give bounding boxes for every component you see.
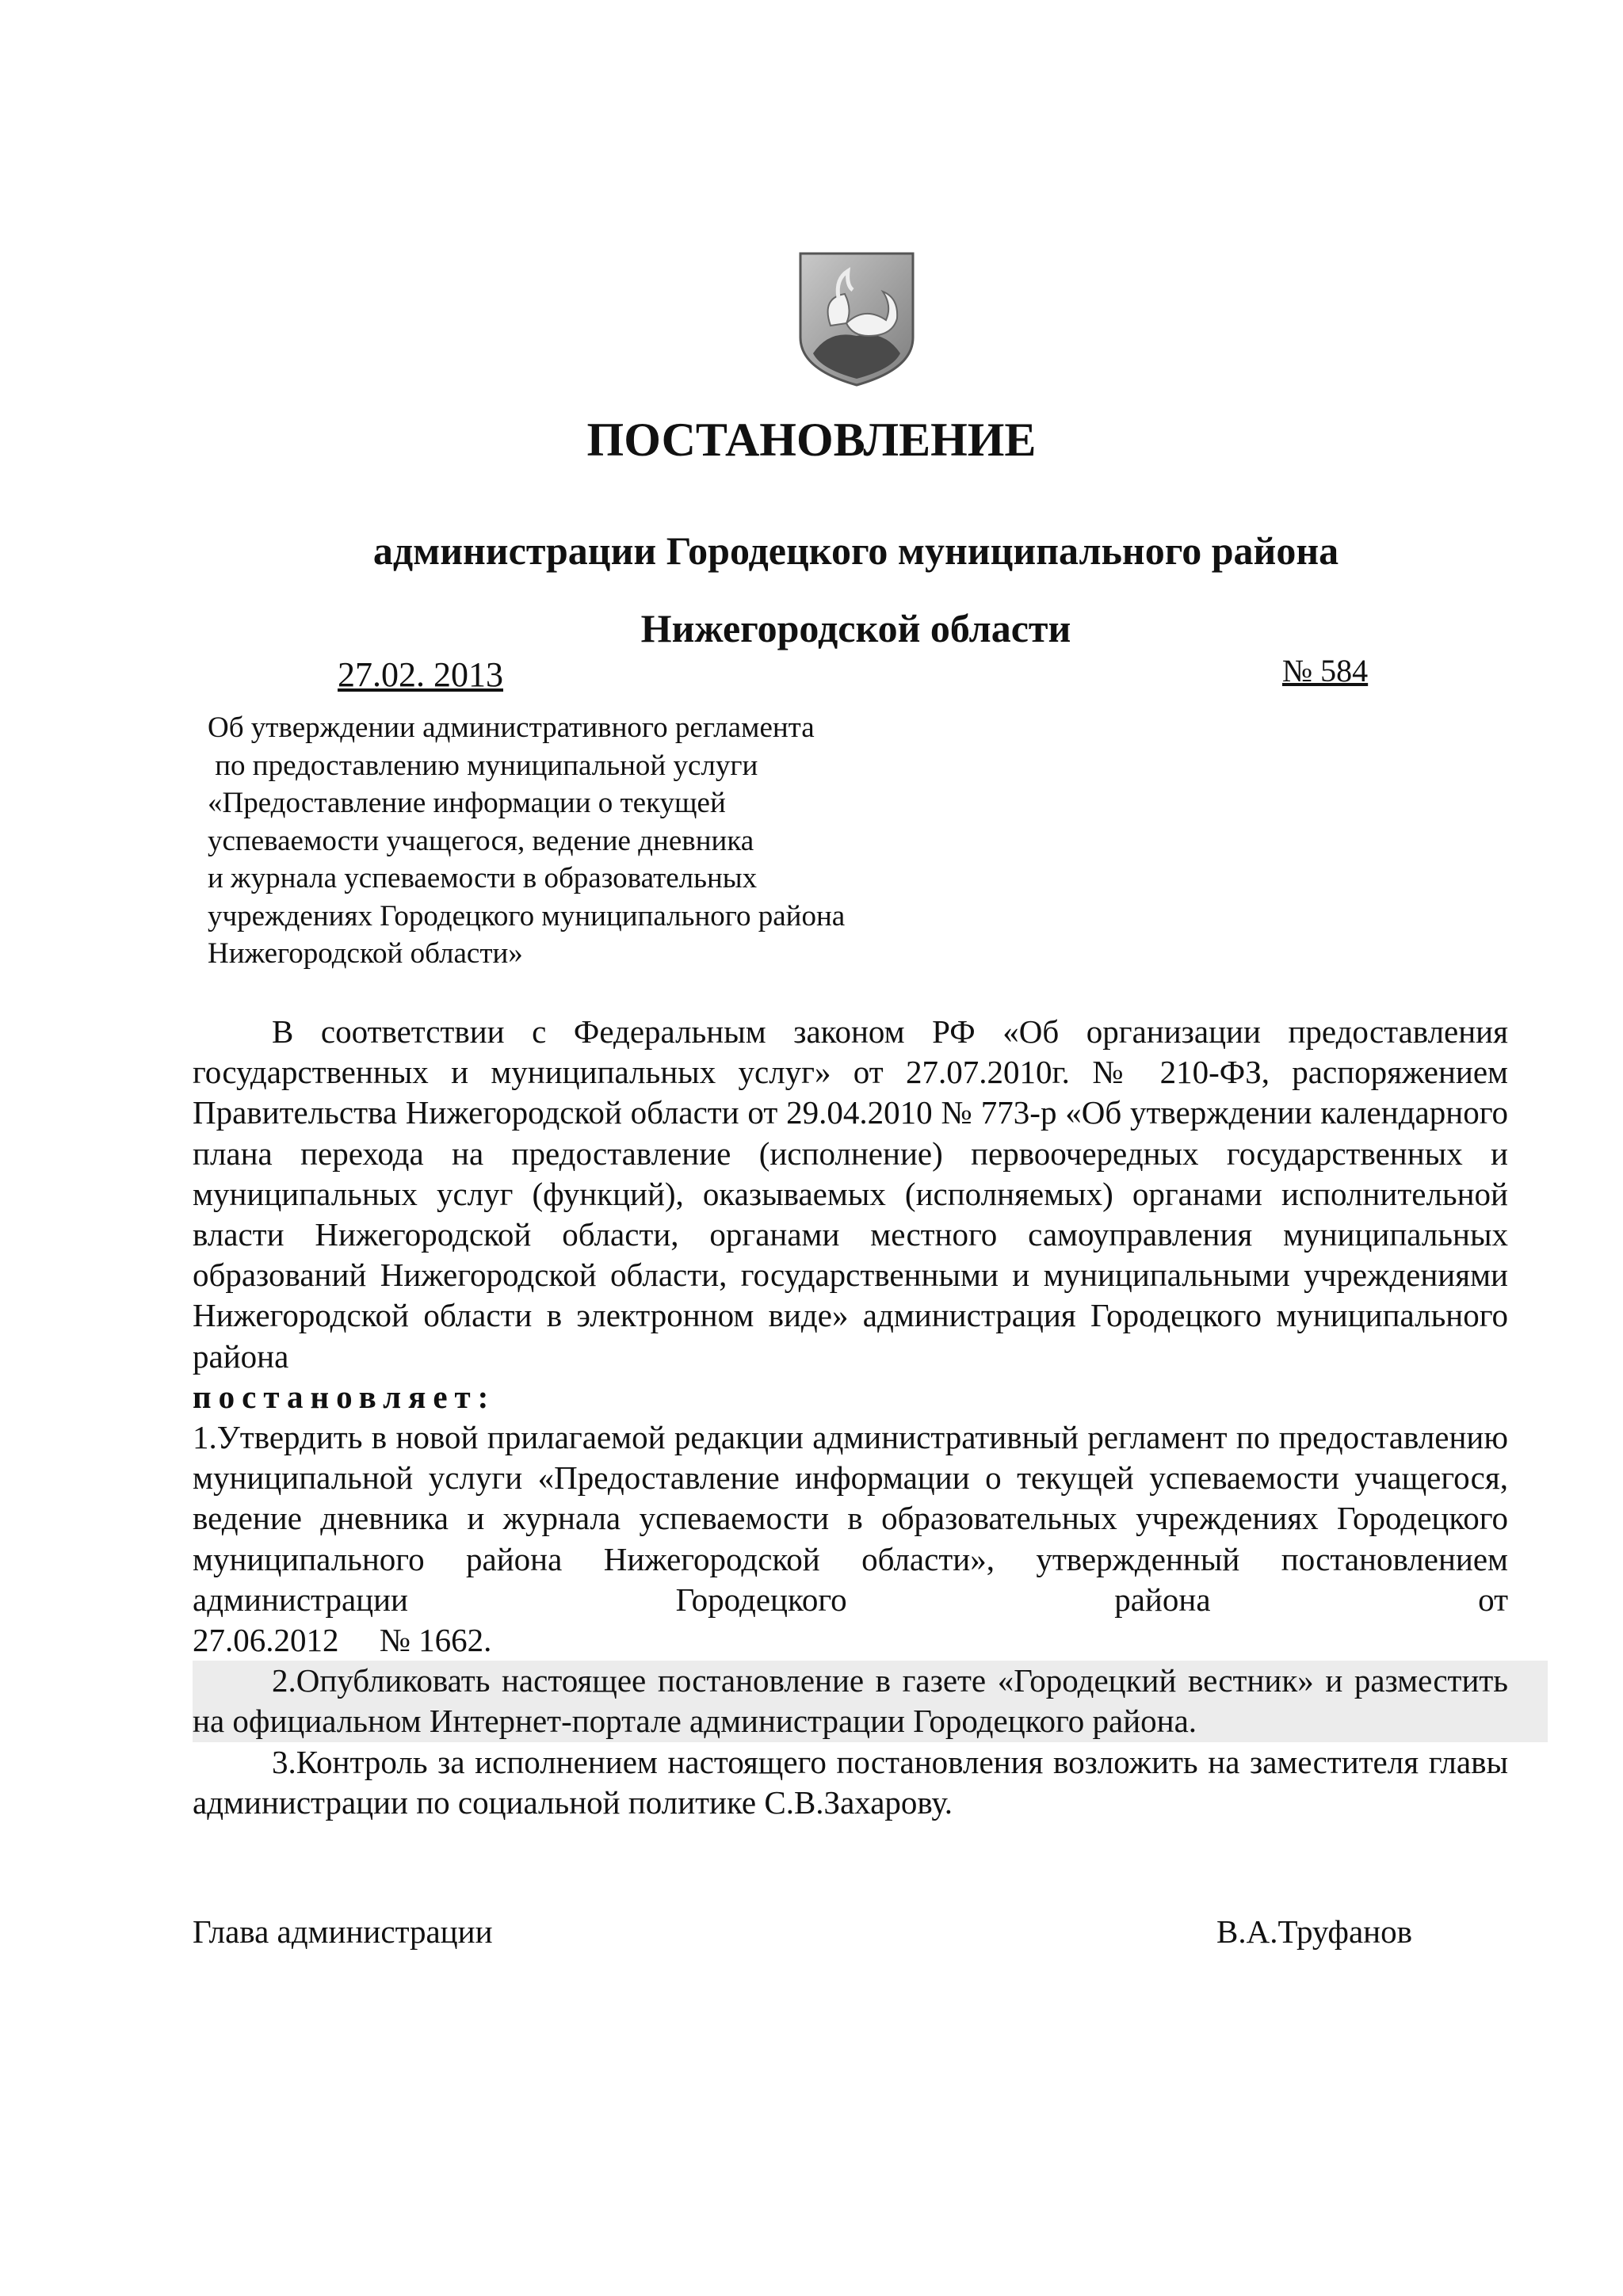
document-subject: [208, 709, 1000, 973]
document-date: 27.02. 2013: [338, 655, 503, 694]
subject-line: «Предоставление информации о текущей: [208, 787, 726, 819]
coat-of-arms-icon: [797, 250, 916, 388]
subject-line: учреждениях Городецкого муниципального района: [208, 899, 846, 933]
signatory-name: В.А.Труфанов: [1216, 1913, 1412, 1950]
item-3-paragraph: 3.Контроль за исполнением настоящего постановления возложить на заместителя главы администрации по социальной политике С.В.Захарову.: [193, 1743, 1508, 1821]
item-1-ending: 27.06.2012 № 1662.: [193, 1622, 492, 1659]
item-2-paragraph: 2.Опубликовать настоящее постановление в газете «Городецкий вестник» и разместить на официальном Интернет-портале администрации Городецкого района.: [193, 1661, 1548, 1741]
signatory-role: Глава администрации: [193, 1913, 493, 1950]
preamble-paragraph: В соответствии с Федеральным законом РФ «Об организации предоставления государственных и муниципальных услуг» от 27.07.2010г. № 210-ФЗ, распоряжением Правительства Нижегородской области от 29.04.2010 № 773-р «Об утверждении календарного плана перехода на предоставление (исполнение) первоочередных государственных и муниципальных услуг (функций), оказываемых (исполняемых) органами исполнительной власти Нижегородской области, органами местного самоуправления муниципальных образований Нижегородской области, государственными и муниципальными учреждениями Нижегородской области в электронном виде» администрация Городецкого муниципального района: [193, 1013, 1508, 1375]
document-title: ПОСТАНОВЛЕНИЕ: [586, 414, 1037, 466]
item-1-paragraph: 1.Утвердить в новой прилагаемой редакции административный регламент по предоставлению муниципальной услуги «Предоставление информации о текущей успеваемости учащегося, ведение дневника и журнала успеваемости в образовательных учреждениях Городецкого муниципального района Нижегородской области», утвержденный постановлением администрации Городецкого района от: [193, 1419, 1508, 1618]
resolves-keyword: постановляет:: [193, 1378, 496, 1415]
issuer-line-2: Нижегородской области: [640, 606, 1071, 650]
document-body: [193, 1012, 1508, 1823]
subject-line: Нижегородской области»: [208, 937, 523, 970]
subject-line: и журнала успеваемости в образовательных: [208, 862, 758, 894]
subject-line: по предоставлению муниципальной услуги: [208, 749, 758, 782]
document-number: № 584: [1282, 653, 1369, 688]
issuer-line-1: администрации Городецкого муниципального района: [372, 528, 1339, 573]
subject-line: успеваемости учащегося, ведение дневника: [208, 824, 754, 857]
subject-line: Об утверждении административного регламента: [208, 711, 815, 744]
